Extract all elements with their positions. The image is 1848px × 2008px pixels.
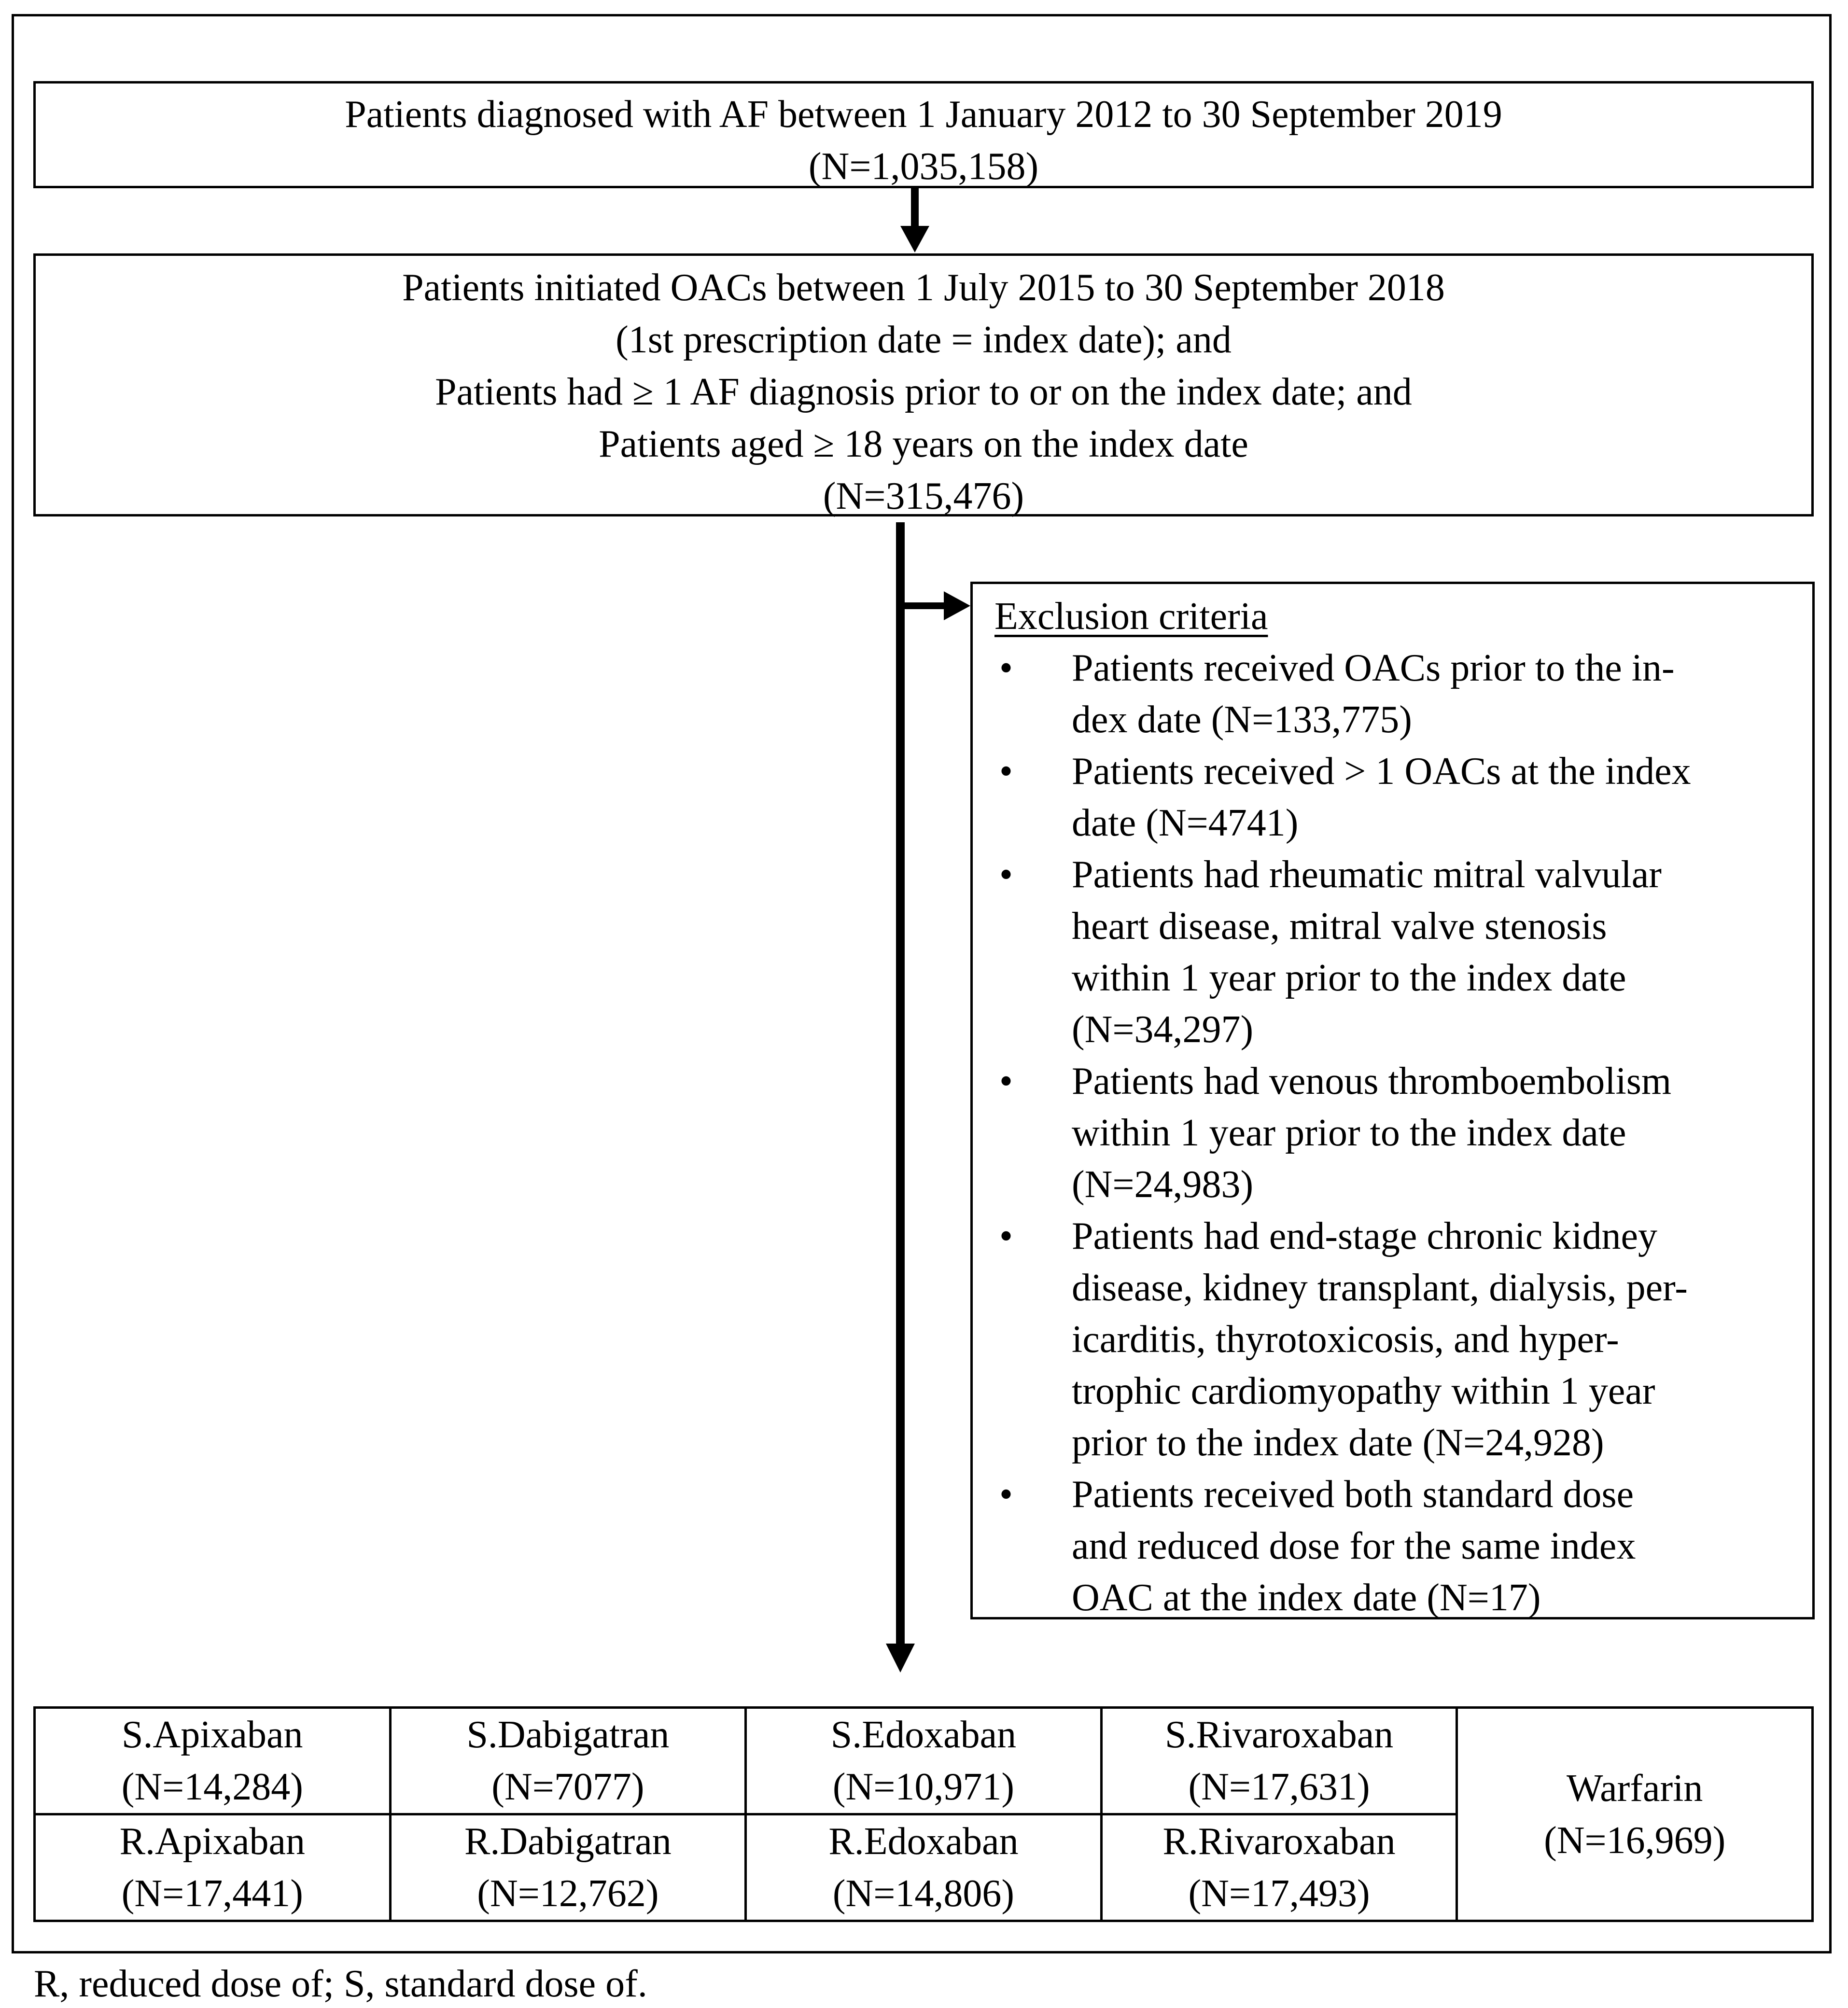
group-count: (N=17,493): [1188, 1872, 1370, 1915]
group-cell-s-apixaban: [35, 1708, 391, 1814]
exclusion-item-1-line-2: dex date (N=133,775): [1072, 698, 1412, 741]
exclusion-list: [994, 642, 1812, 1624]
inclusion-line-4: Patients aged ≥ 18 years on the index date: [599, 423, 1248, 465]
exclusion-item-5-line-2: disease, kidney transplant, dialysis, per-: [1072, 1267, 1688, 1309]
exclusion-item-6-line-1: Patients received both standard dose: [1072, 1473, 1634, 1516]
standard-dose-row: [35, 1708, 1813, 1814]
initial-population-box: [33, 81, 1814, 188]
bullet-icon: •: [999, 647, 1013, 689]
group-cell-s-edoxaban: [746, 1708, 1102, 1814]
exclusion-item-5-line-1: Patients had end-stage chronic kidney: [1072, 1215, 1657, 1257]
exclusion-item: [994, 746, 1812, 849]
treatment-groups-table: [33, 1706, 1814, 1922]
group-cell-r-rivaroxaban: [1101, 1814, 1457, 1921]
exclusion-item: [994, 1056, 1812, 1211]
inclusion-line-3: Patients had ≥ 1 AF diagnosis prior to or on the index date; and: [435, 371, 1412, 413]
exclusion-item-4-line-1: Patients had venous thromboembolism: [1072, 1060, 1672, 1102]
bullet-icon: •: [999, 750, 1013, 793]
inclusion-criteria-box: [33, 253, 1814, 516]
group-cell-r-edoxaban: [746, 1814, 1102, 1921]
exclusion-item-3-line-1: Patients had rheumatic mitral valvular: [1072, 853, 1662, 896]
main-arrow-shaft: [896, 522, 905, 1647]
inclusion-line-1: Patients initiated OACs between 1 July 2015 to 30 September 2018: [402, 266, 1445, 309]
group-name: R.Dabigatran: [464, 1820, 672, 1863]
inclusion-count: (N=315,476): [823, 475, 1024, 517]
group-name: S.Edoxaban: [830, 1714, 1017, 1756]
bullet-icon: •: [999, 853, 1013, 896]
bullet-icon: •: [999, 1060, 1013, 1102]
exclusion-item: [994, 642, 1812, 746]
group-name: R.Apixaban: [119, 1820, 305, 1863]
exclusion-item-6-line-3: OAC at the index date (N=17): [1072, 1576, 1541, 1619]
exclusion-item-1-line-1: Patients received OACs prior to the in-: [1072, 647, 1675, 689]
exclusion-criteria-box: [970, 582, 1815, 1619]
exclusion-item-4-line-3: (N=24,983): [1072, 1163, 1254, 1206]
exclusion-title: Exclusion criteria: [994, 595, 1268, 638]
exclusion-item-3-line-4: (N=34,297): [1072, 1008, 1254, 1051]
exclusion-item-5-line-3: icarditis, thyrotoxicosis, and hyper-: [1072, 1318, 1619, 1361]
group-count: (N=17,631): [1188, 1766, 1370, 1808]
group-cell-warfarin: [1457, 1708, 1813, 1921]
arrow-1-shaft: [911, 188, 919, 227]
main-arrow-head: [886, 1644, 915, 1673]
exclusion-item-3-line-3: within 1 year prior to the index date: [1072, 957, 1626, 999]
exclusion-item-3-line-2: heart disease, mitral valve stenosis: [1072, 905, 1607, 948]
group-count: (N=16,969): [1544, 1819, 1726, 1862]
group-cell-s-rivaroxaban: [1101, 1708, 1457, 1814]
exclusion-item: [994, 849, 1812, 1056]
bullet-icon: •: [999, 1473, 1013, 1516]
exclusion-item-5-line-5: prior to the index date (N=24,928): [1072, 1422, 1604, 1464]
exclusion-item-6-line-2: and reduced dose for the same index: [1072, 1525, 1636, 1567]
exclusion-arrow-head: [944, 591, 970, 620]
inclusion-line-2: (1st prescription date = index date); and: [616, 319, 1232, 361]
bullet-icon: •: [999, 1215, 1013, 1257]
group-name: Warfarin: [1567, 1767, 1703, 1810]
initial-population-count: (N=1,035,158): [808, 145, 1039, 188]
group-count: (N=14,806): [832, 1872, 1015, 1915]
exclusion-item-4-line-2: within 1 year prior to the index date: [1072, 1112, 1626, 1154]
group-name: S.Dabigatran: [466, 1714, 670, 1756]
group-cell-s-dabigatran: [390, 1708, 746, 1814]
group-count: (N=7077): [491, 1766, 644, 1808]
group-count: (N=17,441): [121, 1872, 303, 1915]
exclusion-item-2-line-2: date (N=4741): [1072, 802, 1299, 844]
group-cell-r-apixaban: [35, 1814, 391, 1921]
exclusion-item-5-line-4: trophic cardiomyopathy within 1 year: [1072, 1370, 1655, 1412]
group-count: (N=12,762): [477, 1872, 659, 1915]
group-name: S.Rivaroxaban: [1164, 1714, 1394, 1756]
group-count: (N=10,971): [832, 1766, 1015, 1808]
group-cell-r-dabigatran: [390, 1814, 746, 1921]
group-name: R.Rivaroxaban: [1162, 1820, 1396, 1863]
exclusion-item-2-line-1: Patients received > 1 OACs at the index: [1072, 750, 1691, 793]
arrow-1-head: [900, 226, 929, 252]
initial-population-text: Patients diagnosed with AF between 1 January 2012 to 30 September 2019: [345, 93, 1502, 136]
group-name: S.Apixaban: [122, 1714, 303, 1756]
group-count: (N=14,284): [121, 1766, 303, 1808]
exclusion-item: [994, 1469, 1812, 1624]
exclusion-arrow-shaft: [903, 602, 947, 609]
exclusion-item: [994, 1211, 1812, 1469]
group-name: R.Edoxaban: [828, 1820, 1019, 1863]
footnote: R, reduced dose of; S, standard dose of.: [34, 1963, 647, 2005]
